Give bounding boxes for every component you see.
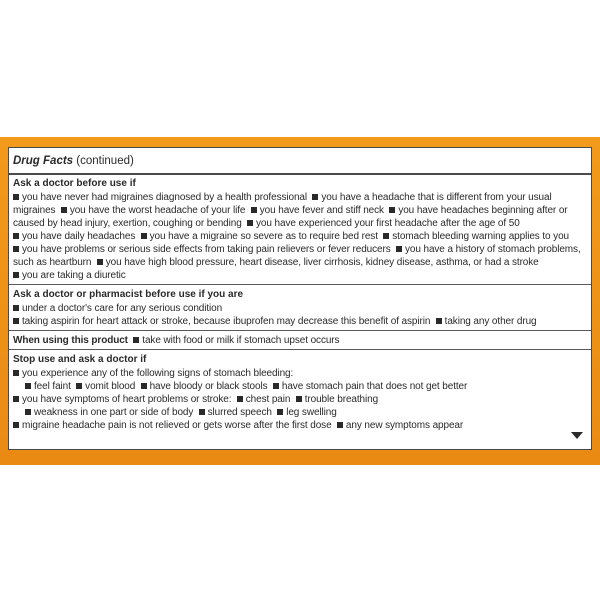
warning-text: you have headaches beginning after or (398, 205, 568, 216)
section-heading-ask-doctor: Ask a doctor before use if (13, 178, 136, 189)
warning-text: you have high blood pressure, heart disease, liver cirrhosis, kidney disease, asthma, or had a stroke (105, 257, 539, 268)
bullet-square-icon (76, 383, 82, 389)
title-drug-facts: Drug Facts (13, 155, 74, 167)
bullet-square-icon (13, 305, 19, 311)
warning-text: you have experienced your first headache after the age of 50 (256, 218, 520, 229)
warning-text: you have symptoms of heart problems or stroke: (22, 394, 232, 405)
warning-text: weakness in one part or side of body (34, 407, 194, 418)
bullet-square-icon (141, 233, 147, 239)
doctor-line-1 (13, 191, 552, 204)
doctor-line-3 (13, 217, 520, 230)
warning-text: migraines (13, 205, 56, 216)
bullet-square-icon (389, 207, 395, 213)
warning-text: vomit blood (85, 381, 136, 392)
doctor-line-6 (13, 256, 539, 269)
bullet-square-icon (25, 409, 31, 415)
warning-text: you have never had migraines diagnosed by a health professional (22, 192, 308, 203)
bullet-square-icon (133, 337, 139, 343)
stop-line-2 (25, 380, 467, 393)
bullet-square-icon (237, 396, 243, 402)
stop-line-4 (25, 406, 337, 419)
warning-text: chest pain (245, 394, 291, 405)
warning-text: you have problems or serious side effects from taking pain relievers or fever reducers (22, 244, 391, 255)
warning-text: you have a headache that is different from your usual (321, 192, 552, 203)
warning-text: such as heartburn (13, 257, 92, 268)
warning-text: under a doctor's care for any serious condition (22, 303, 223, 314)
warning-text: you have fever and stiff neck (259, 205, 384, 216)
bullet-square-icon (337, 422, 343, 428)
pharmacist-line-2 (13, 315, 537, 328)
bullet-square-icon (13, 422, 19, 428)
warning-text: you have the worst headache of your life (69, 205, 246, 216)
bullet-square-icon (13, 370, 19, 376)
bullet-square-icon (396, 246, 402, 252)
warning-text: taking any other drug (444, 316, 537, 327)
warning-text: you have a migraine so severe as to require bed rest (149, 231, 378, 242)
section-heading-ask-pharmacist: Ask a doctor or pharmacist before use if you are (13, 289, 244, 300)
panel-title (13, 154, 134, 168)
stop-line-1 (13, 367, 293, 380)
bullet-square-icon (383, 233, 389, 239)
warning-text: taking aspirin for heart attack or stroke, because ibuprofen may decrease this benefit of aspirin (22, 316, 431, 327)
bullet-square-icon (247, 220, 253, 226)
warning-text: have bloody or black stools (149, 381, 268, 392)
warning-text: you are taking a diuretic (22, 270, 126, 281)
bullet-square-icon (141, 383, 147, 389)
title-rule (9, 173, 591, 175)
warning-text: you experience any of the following signs of stomach bleeding: (22, 368, 294, 379)
bullet-square-icon (436, 318, 442, 324)
warning-text: migraine headache pain is not relieved or gets worse after the first dose (22, 420, 332, 431)
bullet-square-icon (13, 272, 19, 278)
bullet-square-icon (13, 194, 19, 200)
bullet-square-icon (13, 246, 19, 252)
continue-arrow-icon (571, 432, 583, 439)
warning-text: take with food or milk if stomach upset occurs (142, 335, 340, 346)
doctor-line-4 (13, 230, 569, 243)
section-heading-when-using: When using this product (13, 335, 128, 346)
warning-text: leg swelling (286, 407, 337, 418)
doctor-line-7 (13, 269, 126, 282)
when-using-line (13, 334, 339, 347)
bullet-square-icon (25, 383, 31, 389)
bullet-square-icon (277, 409, 283, 415)
drug-facts-panel (8, 147, 592, 450)
pharmacist-line-1 (13, 302, 222, 315)
bullet-square-icon (199, 409, 205, 415)
bullet-square-icon (13, 396, 19, 402)
warning-text: feel faint (34, 381, 71, 392)
stop-line-3 (13, 393, 378, 406)
doctor-line-5 (13, 243, 581, 256)
bullet-square-icon (13, 318, 19, 324)
bullet-square-icon (61, 207, 67, 213)
section-divider (9, 349, 591, 350)
bullet-square-icon (13, 233, 19, 239)
section-heading-stop-use: Stop use and ask a doctor if (13, 354, 147, 365)
warning-text: any new symptoms appear (345, 420, 464, 431)
doctor-line-2 (13, 204, 568, 217)
bullet-square-icon (97, 259, 103, 265)
warning-text: you have a history of stomach problems, (404, 244, 581, 255)
bullet-square-icon (312, 194, 318, 200)
warning-text: slurred speech (207, 407, 272, 418)
warning-text: stomach bleeding warning applies to you (392, 231, 570, 242)
bullet-square-icon (273, 383, 279, 389)
bullet-square-icon (251, 207, 257, 213)
warning-text: have stomach pain that does not get better (281, 381, 468, 392)
stop-line-5 (13, 419, 463, 432)
warning-text: caused by head injury, exertion, coughing or bending (13, 218, 242, 229)
package-background (0, 137, 600, 465)
bullet-square-icon (296, 396, 302, 402)
warning-text: you have daily headaches (22, 231, 136, 242)
warning-text: trouble breathing (304, 394, 379, 405)
section-divider (9, 284, 591, 285)
title-continued: (continued) (76, 155, 134, 167)
section-divider (9, 330, 591, 331)
